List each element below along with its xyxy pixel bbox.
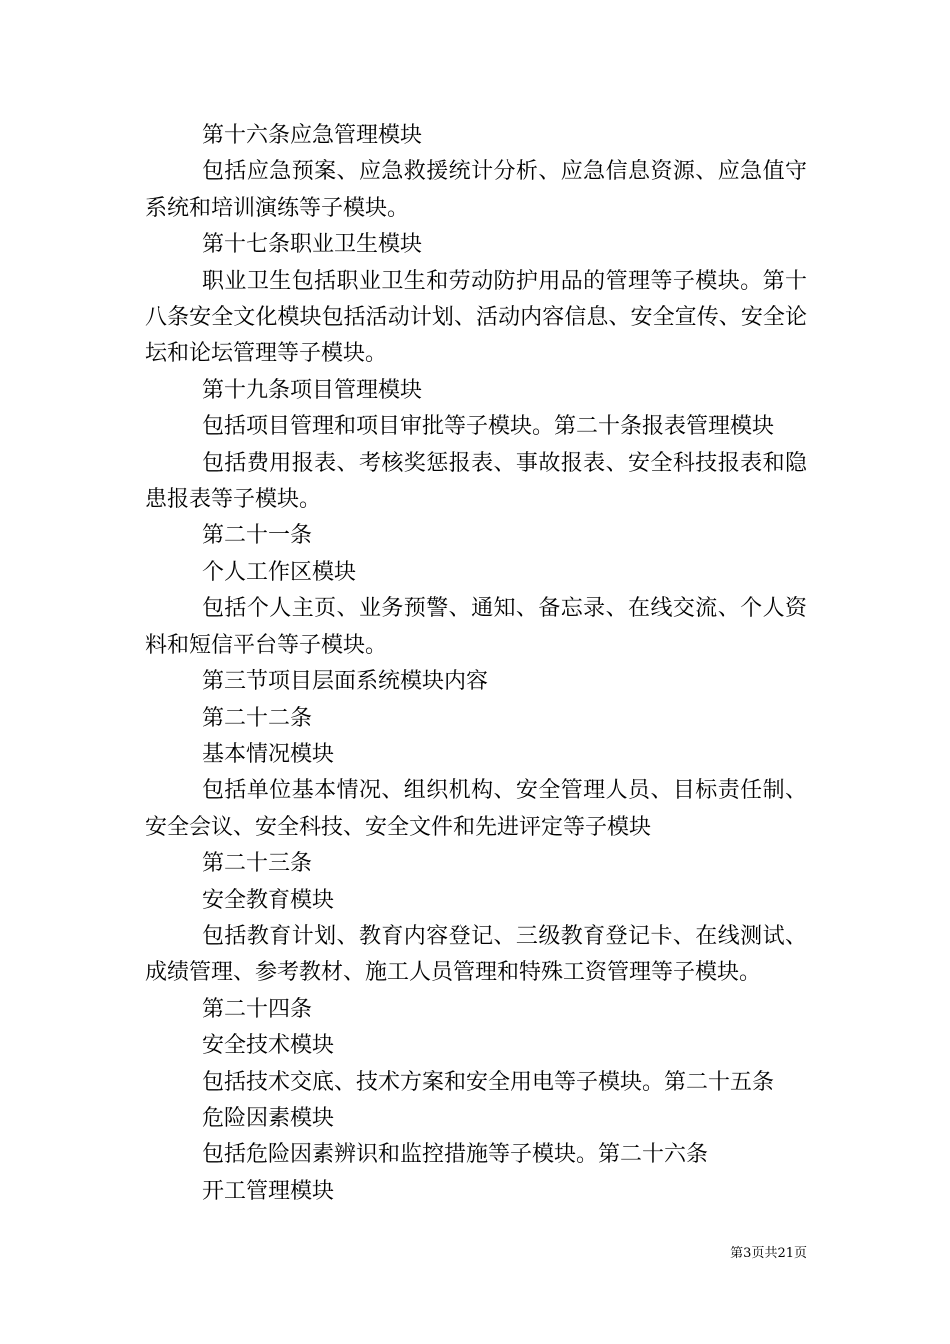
paragraph-article-19-body: 包括项目管理和项目审批等子模块。第二十条报表管理模块 <box>202 414 775 440</box>
paragraph-article-23-title: 安全教育模块 <box>202 887 335 913</box>
paragraph-heading-article-19: 第十九条项目管理模块 <box>202 377 423 403</box>
paragraph-article-25-title: 危险因素模块 <box>202 1105 335 1131</box>
paragraph-article-21-title: 个人工作区模块 <box>202 559 357 585</box>
paragraph-heading-article-22: 第二十二条 <box>202 705 313 731</box>
paragraph-heading-article-24: 第二十四条 <box>202 996 313 1022</box>
paragraph-heading-article-21: 第二十一条 <box>202 523 313 549</box>
paragraph-article-24-title: 安全技术模块 <box>202 1033 335 1059</box>
paragraph-article-17-body: 职业卫生包括职业卫生和劳动防护用品的管理等子模块。第十八条安全文化模块包括活动计划、活动内容信息、安全宣传、安全论坛和论坛管理等子模块。 <box>145 268 807 367</box>
document-body <box>145 118 807 1210</box>
paragraph-article-26-title: 开工管理模块 <box>202 1178 335 1204</box>
paragraph-article-25-body: 包括危险因素辨识和监控措施等子模块。第二十六条 <box>202 1142 709 1168</box>
paragraph-article-22-body: 包括单位基本情况、组织机构、安全管理人员、目标责任制、安全会议、安全科技、安全文件和先进评定等子模块 <box>145 778 807 840</box>
paragraph-article-21-body: 包括个人主页、业务预警、通知、备忘录、在线交流、个人资料和短信平台等子模块。 <box>145 596 807 658</box>
paragraph-section-3-heading: 第三节项目层面系统模块内容 <box>202 669 489 695</box>
paragraph-article-23-body: 包括教育计划、教育内容登记、三级教育登记卡、在线测试、成绩管理、参考教材、施工人员管理和特殊工资管理等子模块。 <box>145 923 807 986</box>
page-number-footer: 第3页共21页 <box>730 1246 807 1261</box>
paragraph-article-24-body: 包括技术交底、技术方案和安全用电等子模块。第二十五条 <box>202 1069 775 1095</box>
paragraph-article-22-title: 基本情况模块 <box>202 741 335 767</box>
paragraph-heading-article-23: 第二十三条 <box>202 851 313 877</box>
paragraph-article-20-body: 包括费用报表、考核奖惩报表、事故报表、安全科技报表和隐患报表等子模块。 <box>145 450 807 513</box>
paragraph-heading-article-17: 第十七条职业卫生模块 <box>202 232 423 258</box>
paragraph-heading-article-16: 第十六条应急管理模块 <box>202 123 423 148</box>
paragraph-article-16-body: 包括应急预案、应急救援统计分析、应急信息资源、应急值守系统和培训演练等子模块。 <box>145 159 807 221</box>
